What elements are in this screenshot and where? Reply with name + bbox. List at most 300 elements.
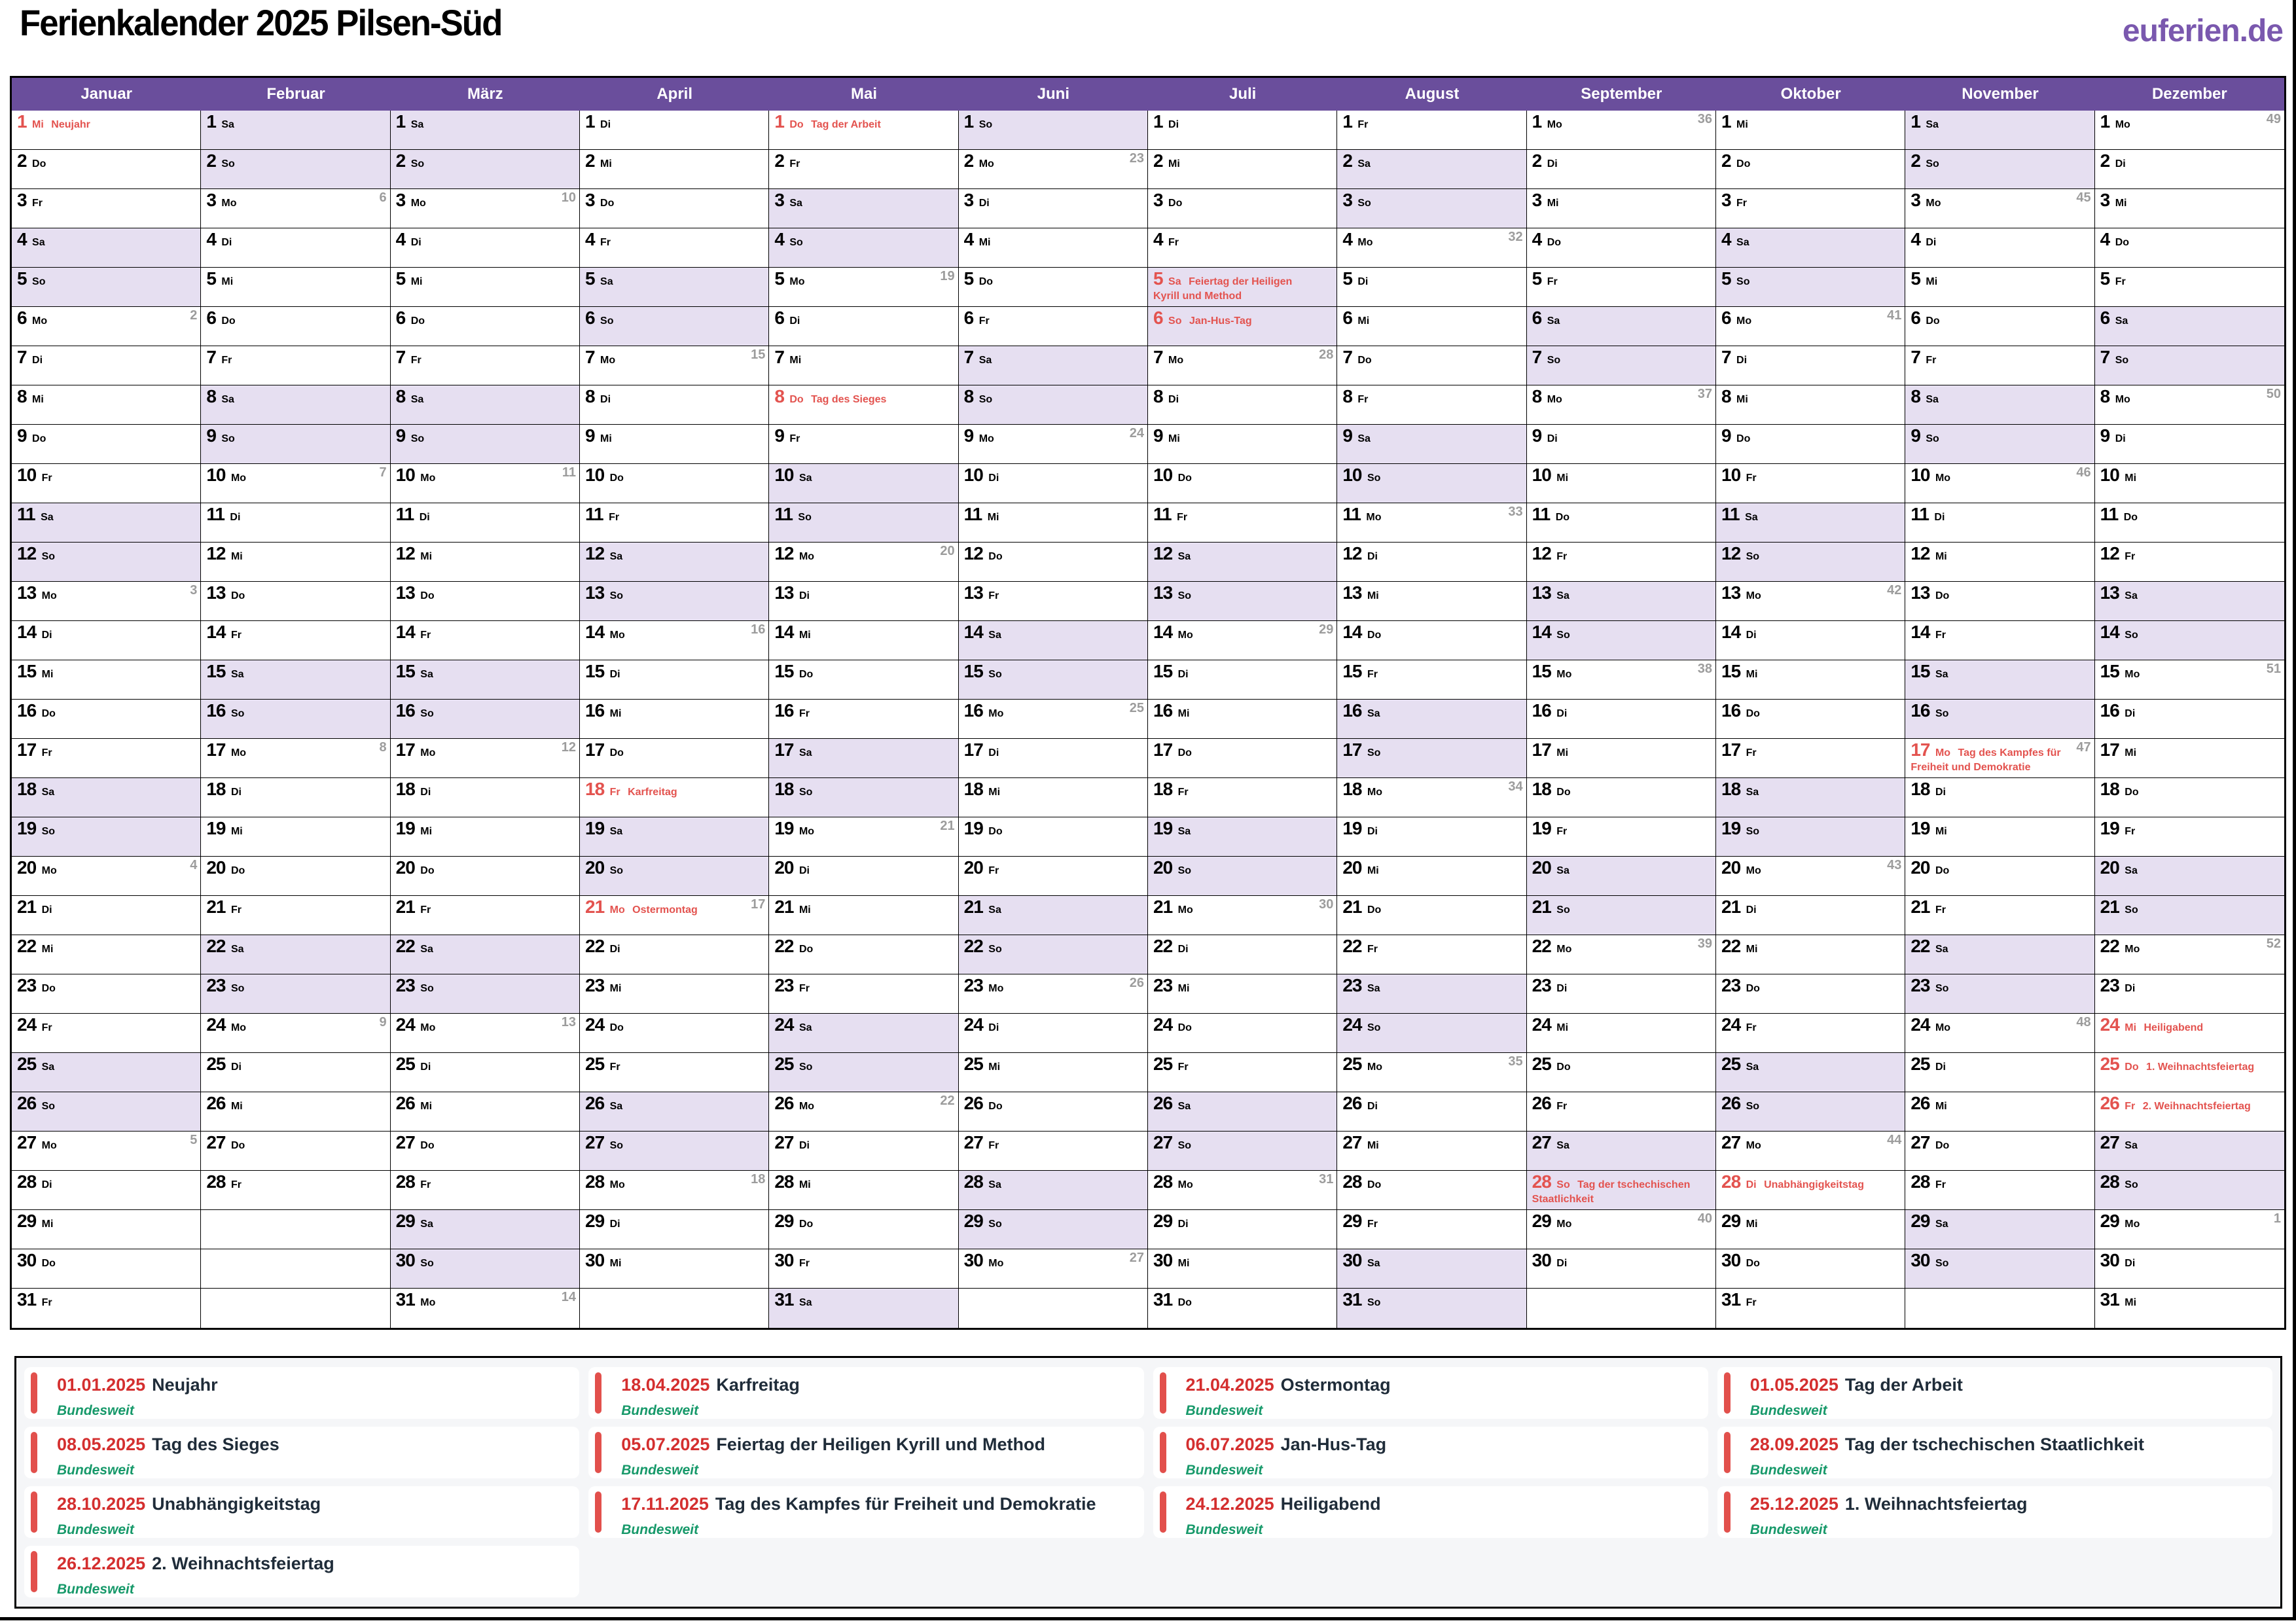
day-cell xyxy=(1716,268,1905,307)
day-number: 9 xyxy=(963,425,974,446)
day-cell xyxy=(959,464,1147,503)
day-cell xyxy=(391,503,579,543)
day-number: 1 xyxy=(206,111,216,132)
day-cell xyxy=(2095,621,2284,660)
weekday-label: Sa xyxy=(32,237,45,248)
day-cell xyxy=(2095,228,2284,268)
day-cell xyxy=(1716,739,1905,778)
week-number: 42 xyxy=(1887,583,1902,597)
day-number: 9 xyxy=(1153,425,1163,446)
weekday-label: Di xyxy=(1935,1061,1946,1073)
day-number: 31 xyxy=(1721,1289,1741,1310)
day-cell xyxy=(12,621,200,660)
weekday-label: Mi xyxy=(1357,315,1370,327)
day-cell xyxy=(12,543,200,582)
day-cell xyxy=(1148,464,1336,503)
week-number: 3 xyxy=(190,583,198,597)
weekday-label: Fr xyxy=(41,1297,52,1308)
day-number: 27 xyxy=(395,1132,415,1152)
day-cell xyxy=(1905,503,2094,543)
day-cell xyxy=(1337,1053,1526,1092)
day-cell xyxy=(1148,857,1336,896)
holiday-label: Unabhängigkeitstag xyxy=(1764,1179,1864,1190)
weekday-label: Do xyxy=(41,708,56,719)
day-cell xyxy=(769,1210,958,1249)
day-number: 23 xyxy=(17,975,37,995)
day-number: 21 xyxy=(1342,897,1362,917)
day-cell xyxy=(580,268,768,307)
weekday-label: Do xyxy=(2115,237,2130,248)
day-cell xyxy=(1337,739,1526,778)
day-number: 15 xyxy=(774,661,794,681)
day-cell xyxy=(1527,621,1715,660)
day-number: 28 xyxy=(206,1171,226,1192)
day-cell xyxy=(201,1092,389,1132)
day-number: 7 xyxy=(1910,347,1920,367)
week-number: 30 xyxy=(1319,897,1334,912)
day-number: 14 xyxy=(585,622,605,642)
day-cell xyxy=(2095,935,2284,974)
day-cell xyxy=(1148,425,1336,464)
weekday-label: So xyxy=(1746,1101,1760,1112)
week-number: 29 xyxy=(1319,622,1334,637)
day-number: 3 xyxy=(1342,190,1352,210)
day-cell xyxy=(201,346,389,385)
day-cell xyxy=(1905,464,2094,503)
day-cell xyxy=(959,1092,1147,1132)
day-cell xyxy=(1905,111,2094,150)
day-number: 20 xyxy=(17,857,37,878)
month-column-november xyxy=(1905,111,2094,1328)
day-number: 4 xyxy=(774,229,784,249)
day-cell xyxy=(1148,228,1336,268)
day-number: 31 xyxy=(17,1289,37,1310)
weekday-label: Di xyxy=(1556,1258,1568,1269)
weekday-label: Sa xyxy=(1935,669,1948,680)
day-cell xyxy=(1716,621,1905,660)
day-number: 19 xyxy=(395,818,415,838)
day-number: 10 xyxy=(1532,465,1551,485)
day-cell xyxy=(580,817,768,857)
day-number: 24 xyxy=(1342,1014,1362,1035)
day-number: 16 xyxy=(585,700,605,721)
day-number: 15 xyxy=(395,661,415,681)
weekday-label: Mi xyxy=(978,237,991,248)
day-cell xyxy=(769,150,958,189)
week-number: 48 xyxy=(2076,1015,2091,1029)
day-cell xyxy=(769,228,958,268)
weekday-label: Sa xyxy=(2115,315,2128,327)
holiday-card-line xyxy=(1750,1494,2261,1514)
day-number: 14 xyxy=(1721,622,1741,642)
day-number: 19 xyxy=(1721,818,1741,838)
weekday-label: So xyxy=(1177,590,1192,601)
day-number: 10 xyxy=(1342,465,1362,485)
day-number: 28 xyxy=(963,1171,983,1192)
day-number: 2 xyxy=(395,151,406,171)
day-cell xyxy=(959,1053,1147,1092)
day-number: 16 xyxy=(963,700,983,721)
day-cell xyxy=(1905,228,2094,268)
day-cell xyxy=(959,268,1147,307)
week-number: 13 xyxy=(561,1015,576,1029)
day-number: 29 xyxy=(1342,1211,1362,1231)
weekday-label: Di xyxy=(988,473,999,484)
holiday-card xyxy=(588,1486,1143,1538)
month-header-oktober: Oktober xyxy=(1780,85,1841,103)
day-cell xyxy=(1905,1014,2094,1053)
day-cell xyxy=(2095,974,2284,1014)
week-number: 39 xyxy=(1697,936,1712,951)
day-cell xyxy=(12,778,200,817)
weekday-label: Di xyxy=(600,119,611,130)
day-cell xyxy=(2095,857,2284,896)
day-number: 30 xyxy=(1721,1250,1741,1270)
week-number: 2 xyxy=(190,308,198,323)
weekday-label: Sa xyxy=(1367,983,1380,994)
day-cell xyxy=(2095,700,2284,739)
day-cell xyxy=(201,974,389,1014)
day-number: 18 xyxy=(17,779,37,799)
day-cell xyxy=(1527,700,1715,739)
day-cell xyxy=(1716,464,1905,503)
day-cell xyxy=(201,425,389,464)
day-cell xyxy=(1716,1289,1905,1328)
day-number: 6 xyxy=(963,308,974,328)
weekday-label: So xyxy=(1556,904,1570,916)
weekday-label: Mi xyxy=(32,394,44,405)
weekday-label: Di xyxy=(1934,512,1945,523)
day-cell xyxy=(769,1014,958,1053)
day-cell xyxy=(12,150,200,189)
holiday-label: Feiertag der Heiligen Kyrill und Method xyxy=(1153,276,1293,302)
day-number: 19 xyxy=(774,818,794,838)
day-number: 18 xyxy=(1532,779,1551,799)
day-number: 7 xyxy=(395,347,406,367)
day-cell xyxy=(769,582,958,621)
week-number: 4 xyxy=(190,858,198,872)
day-number: 11 xyxy=(1721,504,1740,524)
weekday-label: Do xyxy=(420,1140,435,1151)
month-header-august: August xyxy=(1405,85,1460,103)
day-number: 8 xyxy=(2100,386,2110,406)
day-number: 12 xyxy=(1532,543,1551,563)
holiday-name: Unabhängigkeitstag xyxy=(152,1494,321,1514)
weekday-label: Mo xyxy=(600,355,616,366)
day-number: 29 xyxy=(963,1211,983,1231)
weekday-label: Fr xyxy=(41,473,52,484)
weekday-label: Mi xyxy=(988,787,1001,798)
holiday-card-line xyxy=(621,1435,1132,1455)
day-number: 23 xyxy=(1721,975,1741,995)
day-cell xyxy=(959,1171,1147,1210)
weekday-label: Sa xyxy=(230,669,244,680)
weekday-label: Do xyxy=(988,826,1003,837)
week-number: 14 xyxy=(561,1290,576,1304)
day-cell xyxy=(580,1171,768,1210)
weekday-label: Mi xyxy=(1547,198,1559,209)
holiday-label: Tag der Arbeit xyxy=(811,119,881,130)
day-number: 28 xyxy=(395,1171,415,1192)
weekday-label: Do xyxy=(789,119,804,130)
day-cell xyxy=(12,1171,200,1210)
day-cell xyxy=(201,307,389,346)
weekday-label: Mo xyxy=(1736,315,1752,327)
weekday-label: Do xyxy=(1746,1258,1760,1269)
day-number: 10 xyxy=(395,465,415,485)
week-number: 51 xyxy=(2266,662,2281,676)
weekday-label: Di xyxy=(1177,944,1189,955)
day-number: 21 xyxy=(774,897,794,917)
day-number: 21 xyxy=(17,897,37,917)
day-number: 17 xyxy=(1153,740,1173,760)
day-number: 3 xyxy=(1910,190,1920,210)
weekday-label: Fr xyxy=(420,1179,431,1190)
weekday-label: Mo xyxy=(1367,1061,1383,1073)
weekday-label: Mi xyxy=(1746,669,1758,680)
weekday-label: So xyxy=(41,1101,56,1112)
day-number: 5 xyxy=(2100,268,2110,289)
holiday-scope: Bundesweit xyxy=(1749,1522,1827,1537)
day-cell xyxy=(1148,1132,1336,1171)
weekday-label: Sa xyxy=(420,1219,433,1230)
day-number: 26 xyxy=(395,1093,415,1113)
weekday-label: Mi xyxy=(1736,394,1748,405)
weekday-label: Mo xyxy=(32,315,48,327)
day-cell xyxy=(1337,307,1526,346)
day-number: 19 xyxy=(2100,818,2119,838)
day-cell xyxy=(1905,739,2094,778)
day-number: 20 xyxy=(774,857,794,878)
holiday-name: Jan-Hus-Tag xyxy=(1280,1435,1387,1454)
day-cell xyxy=(769,935,958,974)
day-number: 10 xyxy=(585,465,605,485)
day-cell xyxy=(1716,700,1905,739)
day-number: 24 xyxy=(585,1014,605,1035)
day-number: 27 xyxy=(17,1132,37,1152)
weekday-label: Di xyxy=(420,787,431,798)
day-number: 6 xyxy=(1910,308,1920,328)
holiday-card-line xyxy=(57,1494,567,1514)
weekday-label: Fr xyxy=(410,355,422,366)
holiday-card xyxy=(588,1427,1143,1478)
month-header-november: November xyxy=(1962,85,2039,103)
day-cell xyxy=(391,817,579,857)
weekday-label: Fr xyxy=(1367,1219,1378,1230)
day-cell xyxy=(1337,503,1526,543)
month-column-juli xyxy=(1148,111,1337,1328)
day-number: 20 xyxy=(395,857,415,878)
weekday-label: Sa xyxy=(1177,551,1191,562)
week-number: 52 xyxy=(2266,936,2281,951)
weekday-label: Do xyxy=(420,865,435,876)
day-cell xyxy=(391,857,579,896)
day-cell xyxy=(1148,111,1336,150)
day-number: 24 xyxy=(1721,1014,1741,1035)
day-number: 8 xyxy=(1342,386,1352,406)
weekday-label: Do xyxy=(1168,198,1183,209)
day-number: 8 xyxy=(395,386,406,406)
weekday-label: Mo xyxy=(230,1022,247,1033)
day-number: 22 xyxy=(1532,936,1551,956)
day-cell xyxy=(1337,1092,1526,1132)
weekday-label: Fr xyxy=(1556,1101,1568,1112)
day-cell xyxy=(12,660,200,700)
day-number: 16 xyxy=(17,700,37,721)
day-cell-empty xyxy=(580,1289,768,1328)
weekday-label: Di xyxy=(230,787,242,798)
day-cell xyxy=(391,268,579,307)
day-number: 12 xyxy=(1342,543,1362,563)
day-cell xyxy=(580,974,768,1014)
day-number: 15 xyxy=(1153,661,1173,681)
weekday-label: So xyxy=(1926,158,1939,169)
weekday-label: Di xyxy=(410,237,422,248)
weekday-label: So xyxy=(32,276,46,287)
day-cell xyxy=(391,1171,579,1210)
day-cell xyxy=(1148,621,1336,660)
weekday-label: Di xyxy=(798,590,810,601)
day-cell xyxy=(391,385,579,425)
day-number: 3 xyxy=(585,190,595,210)
day-number: 6 xyxy=(585,308,595,328)
weekday-label: Mo xyxy=(1935,473,1951,484)
day-cell xyxy=(391,1289,579,1328)
weekday-label: Mo xyxy=(1926,198,1941,209)
day-cell xyxy=(201,1171,389,1210)
weekday-label: Mi xyxy=(41,944,54,955)
weekday-label: Do xyxy=(2125,787,2139,798)
weekday-label: So xyxy=(420,983,434,994)
day-number: 23 xyxy=(1342,975,1362,995)
weekday-label: So xyxy=(988,669,1002,680)
day-number: 31 xyxy=(774,1289,794,1310)
weekday-label: Do xyxy=(420,590,435,601)
day-cell xyxy=(1148,189,1336,228)
day-number: 18 xyxy=(1910,779,1930,799)
day-number: 16 xyxy=(1153,700,1173,721)
day-number: 22 xyxy=(1910,936,1930,956)
weekday-label: So xyxy=(1935,1258,1949,1269)
weekday-label: Di xyxy=(2125,708,2136,719)
day-number: 5 xyxy=(1721,268,1731,289)
weekday-label: Sa xyxy=(789,198,802,209)
day-cell xyxy=(1527,1132,1715,1171)
weekday-label: Sa xyxy=(1367,1258,1380,1269)
day-cell xyxy=(1148,700,1336,739)
weekday-label: Mi xyxy=(1556,747,1569,758)
day-cell xyxy=(201,896,389,935)
day-number: 1 xyxy=(1910,111,1920,132)
day-number: 25 xyxy=(1532,1054,1551,1074)
holiday-date: 25.12.2025 xyxy=(1749,1494,1839,1514)
day-number: 6 xyxy=(1532,308,1542,328)
day-number: 4 xyxy=(1910,229,1920,249)
day-number: 16 xyxy=(2100,700,2119,721)
day-number: 13 xyxy=(206,582,226,603)
weekday-label: Mo xyxy=(230,747,247,758)
day-number: 4 xyxy=(1721,229,1731,249)
holiday-date: 18.04.2025 xyxy=(621,1375,710,1395)
day-cell xyxy=(1527,660,1715,700)
weekday-label: Fr xyxy=(1367,944,1378,955)
day-number: 2 xyxy=(774,151,784,171)
day-number: 28 xyxy=(1153,1171,1173,1192)
day-cell xyxy=(1337,778,1526,817)
weekday-label: Sa xyxy=(1177,1101,1191,1112)
weekday-label: Sa xyxy=(1547,315,1560,327)
week-number: 19 xyxy=(940,269,955,283)
month-header-april: April xyxy=(656,85,692,103)
weekday-label: Di xyxy=(798,865,810,876)
day-number: 15 xyxy=(1342,661,1362,681)
holiday-date: 28.10.2025 xyxy=(57,1494,146,1514)
week-number: 16 xyxy=(751,622,766,637)
weekday-label: Fr xyxy=(1168,237,1179,248)
day-number: 9 xyxy=(1532,425,1542,446)
day-number: 26 xyxy=(17,1093,37,1113)
day-number: 31 xyxy=(2100,1289,2119,1310)
day-number: 2 xyxy=(1721,151,1731,171)
weekday-label: Di xyxy=(230,1061,242,1073)
day-number: 29 xyxy=(2100,1211,2119,1231)
weekday-label: Mi xyxy=(2115,198,2127,209)
holiday-label: Karfreitag xyxy=(628,787,677,798)
day-number: 20 xyxy=(963,857,983,878)
day-number: 6 xyxy=(1342,308,1352,328)
weekday-label: So xyxy=(798,512,812,523)
day-number: 7 xyxy=(774,347,784,367)
day-number: 8 xyxy=(17,386,27,406)
day-cell xyxy=(580,700,768,739)
day-cell xyxy=(391,189,579,228)
weekday-label: Fr xyxy=(978,315,990,327)
day-cell xyxy=(1148,1289,1336,1328)
day-number: 19 xyxy=(963,818,983,838)
month-column-januar xyxy=(12,111,201,1328)
weekday-label: Fr xyxy=(1935,630,1946,641)
day-cell xyxy=(2095,503,2284,543)
weekday-label: Mo xyxy=(41,865,57,876)
day-cell xyxy=(580,150,768,189)
day-cell xyxy=(959,385,1147,425)
weekday-label: So xyxy=(1357,198,1371,209)
weekday-label: Mi xyxy=(1367,1140,1379,1151)
day-number: 24 xyxy=(774,1014,794,1035)
weekday-label: Do xyxy=(230,590,245,601)
weekday-label: Sa xyxy=(978,355,992,366)
day-cell xyxy=(201,1014,389,1053)
weekday-label: Do xyxy=(2125,1061,2139,1073)
weekday-label: Do xyxy=(1177,1022,1192,1033)
holiday-card-line xyxy=(621,1375,1132,1395)
day-number: 2 xyxy=(585,151,595,171)
brand-link[interactable]: euferien.de xyxy=(2122,14,2283,48)
day-cell xyxy=(580,935,768,974)
day-cell xyxy=(580,307,768,346)
weekday-label: Mo xyxy=(420,473,436,484)
day-number: 30 xyxy=(1153,1250,1173,1270)
day-number: 10 xyxy=(774,465,794,485)
holiday-scope: Bundesweit xyxy=(1749,1403,1827,1418)
day-cell xyxy=(959,503,1147,543)
weekday-label: Do xyxy=(798,944,814,955)
day-cell xyxy=(580,543,768,582)
weekday-label: Fr xyxy=(420,630,431,641)
day-number: 2 xyxy=(1532,151,1542,171)
day-cell xyxy=(1527,896,1715,935)
weekday-label: Di xyxy=(1367,826,1378,837)
